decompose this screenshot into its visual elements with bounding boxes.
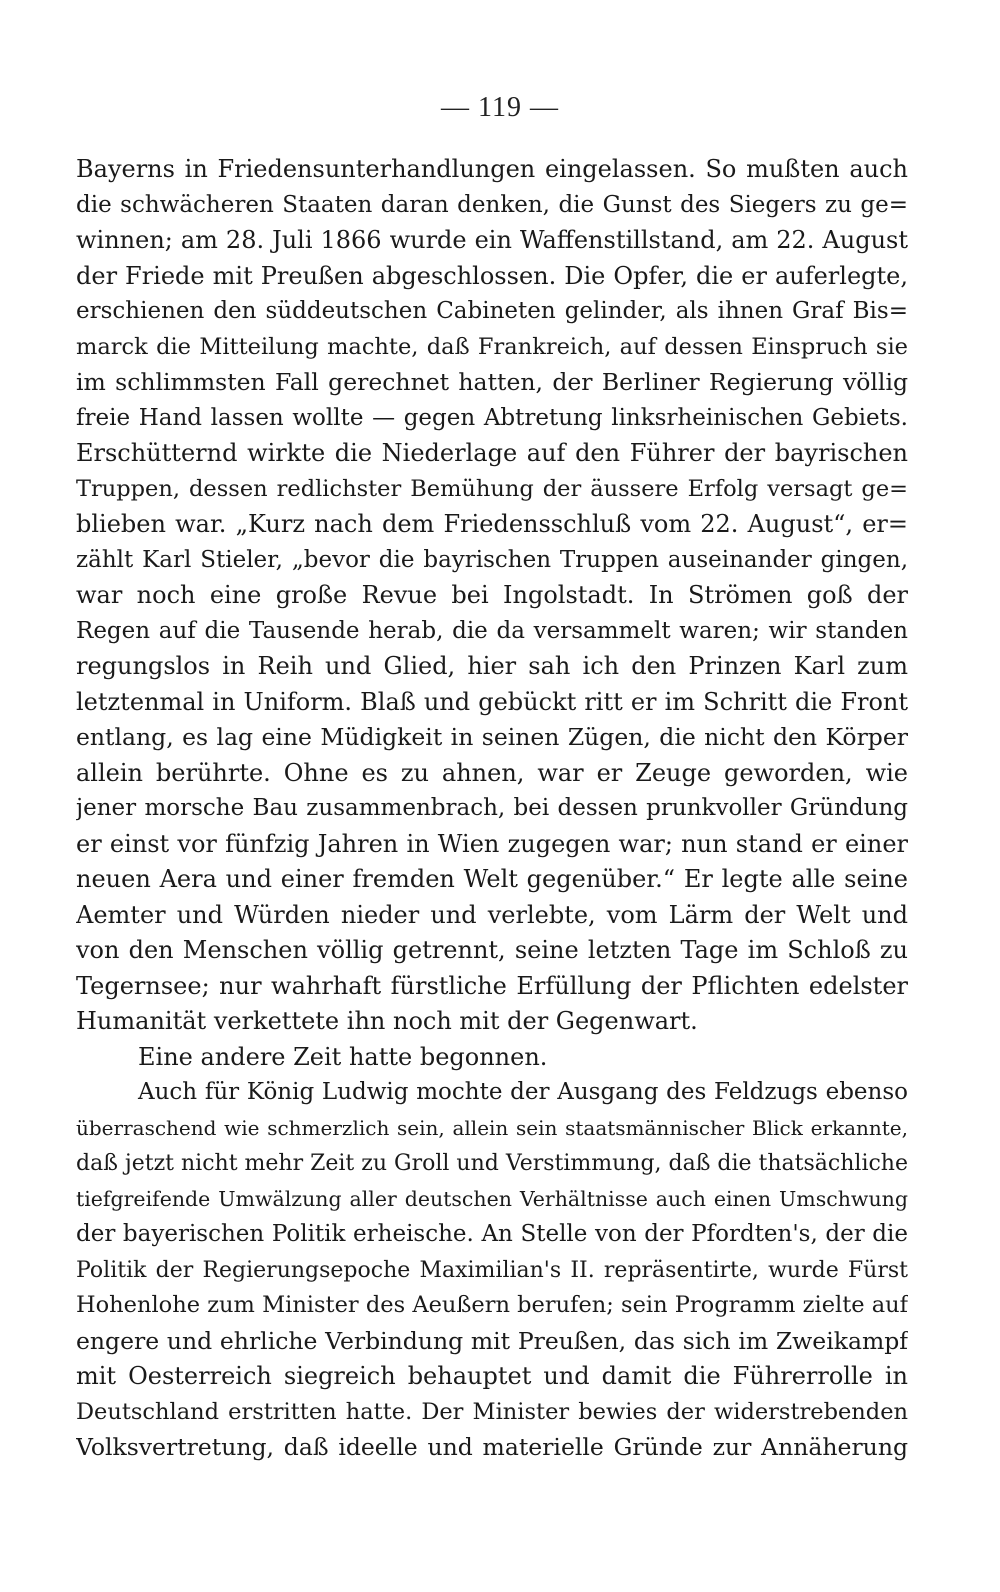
text-line: von den Menschen völlig getrennt, seine letzten Tage im Schloß zu (76, 936, 908, 964)
text-line: marck die Mitteilung machte, daß Frankreich, auf dessen Einspruch sie (76, 333, 908, 360)
text-line: mit Oesterreich siegreich behauptet und damit die Führerrolle in (76, 1362, 908, 1390)
text-line: tiefgreifende Umwälzung aller deutschen Verhältnisse auch einen Umschwung (76, 1186, 908, 1211)
text-line: regungslos in Reih und Glied, hier sah ich den Prinzen Karl zum (76, 652, 908, 680)
body-text (76, 152, 908, 1466)
text-line: zählt Karl Stieler, „bevor die bayrischen Truppen auseinander gingen, (76, 546, 908, 573)
text-line: der bayerischen Politik erheische. An Stelle von der Pfordten's, der die (76, 1221, 908, 1247)
text-line: winnen; am 28. Juli 1866 wurde ein Waffenstillstand, am 22. August (76, 226, 908, 254)
text-line: allein berührte. Ohne es zu ahnen, war er Zeuge geworden, wie (76, 758, 908, 787)
text-line: Bayerns in Friedensunterhandlungen eingelassen. So mußten auch (76, 155, 908, 183)
text-line: im schlimmsten Fall gerechnet hatten, der Berliner Regierung völlig (76, 368, 908, 396)
text-line: Deutschland erstritten hatte. Der Minister bewies der widerstrebenden (76, 1398, 908, 1425)
text-line: daß jetzt nicht mehr Zeit zu Groll und Verstimmung, daß die thatsächliche (76, 1151, 908, 1176)
text-line: Tegernsee; nur wahrhaft fürstliche Erfüllung der Pflichten edelster (76, 971, 908, 1000)
text-line: letztenmal in Uniform. Blaß und gebückt ritt er im Schritt die Front (76, 687, 908, 716)
text-line: engere und ehrliche Verbindung mit Preußen, das sich im Zweikampf (76, 1326, 908, 1355)
text-line: Erschütternd wirkte die Niederlage auf den Führer der bayrischen (76, 439, 908, 467)
text-line: Regen auf die Tausende herab, die da versammelt waren; wir standen (76, 617, 908, 644)
text-line: Aemter und Würden nieder und verlebte, vom Lärm der Welt und (76, 900, 908, 929)
text-line: neuen Aera und einer fremden Welt gegenüber.“ Er legte alle seine (76, 865, 908, 893)
text-line: Auch für König Ludwig mochte der Ausgang des Feldzugs ebenso (138, 1079, 908, 1105)
text-line: freie Hand lassen wollte — gegen Abtretung linksrheinischen Gebiets. (76, 404, 908, 431)
text-line: erschienen den süddeutschen Cabineten gelinder, als ihnen Graf Bis= (76, 298, 908, 324)
paragraph (76, 1040, 908, 1076)
text-line: die schwächeren Staaten daran denken, die Gunst des Siegers zu ge= (76, 191, 908, 218)
text-line: blieben war. „Kurz nach dem Friedensschluß vom 22. August“, er= (76, 510, 908, 538)
text-line: entlang, es lag eine Müdigkeit in seinen Zügen, die nicht den Körper (76, 723, 908, 751)
text-line: Politik der Regierungsepoche Maximilian's II. repräsentirte, wurde Fürst (76, 1257, 908, 1283)
text-line: jener morsche Bau zusammenbrach, bei dessen prunkvoller Gründung (76, 795, 908, 821)
text-line: Volksvertretung, daß ideelle und materielle Gründe zur Annäherung (76, 1433, 908, 1461)
text-line: war noch eine große Revue bei Ingolstadt. In Strömen goß der (76, 581, 908, 609)
paragraph (76, 1075, 908, 1466)
text-line: er einst vor fünfzig Jahren in Wien zugegen war; nun stand er einer (76, 829, 908, 858)
text-line: Humanität verkettete ihn noch mit der Gegenwart. (76, 1007, 698, 1035)
page-number: — 119 — (441, 92, 559, 123)
text-line: Hohenlohe zum Minister des Aeußern berufen; sein Programm zielte auf (76, 1292, 908, 1318)
text-line: überraschend wie schmerzlich sein, allein sein staatsmännischer Blick erkannte, (76, 1115, 908, 1140)
paragraph (76, 152, 908, 1040)
text-line: Eine andere Zeit hatte begonnen. (138, 1042, 548, 1071)
text-line: Truppen, dessen redlichster Bemühung der äussere Erfolg versagt ge= (76, 475, 908, 502)
text-line: der Friede mit Preußen abgeschlossen. Die Opfer, die er auferlegte, (76, 261, 908, 290)
